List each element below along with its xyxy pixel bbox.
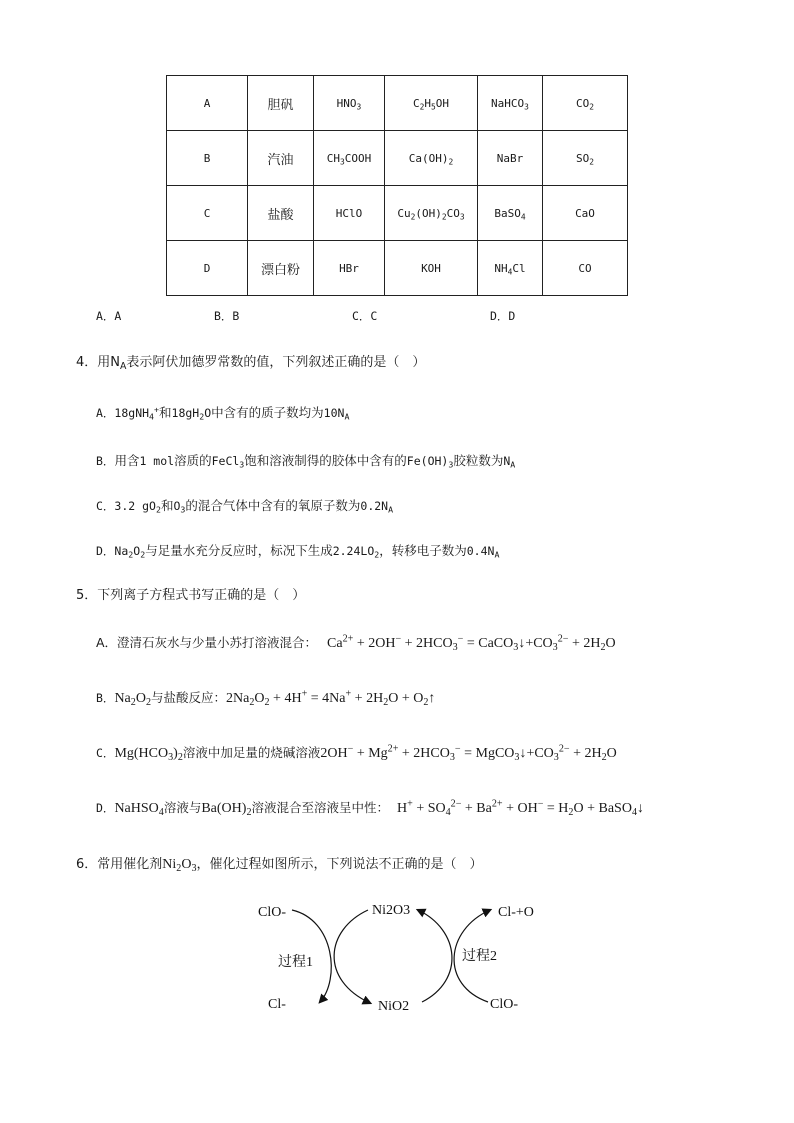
table-cell: $CH_3COOH$ [314,131,385,186]
label-process-2: 过程2 [462,949,497,964]
label-clo-left: ClO- [258,905,286,920]
table-cell: HBr [314,241,385,296]
table-cell: KOH [385,241,478,296]
table-cell: $C_2H_5OH$ [385,76,478,131]
q3-option-b: B．B [214,309,240,323]
label-cl-left: Cl- [268,997,286,1012]
table-cell: C [167,186,248,241]
table-cell: D [167,241,248,296]
q6-stem: 6．常用催化剂$Ni_2O_3$，催化过程如图所示，下列说法不正确的是（ ） [76,857,483,875]
arrow-ni2o3-to-nio2 [334,910,370,1003]
q4-stem: 4．用$N_A$表示阿伏加德罗常数的值，下列叙述正确的是（ ） [76,355,426,372]
q4-option-d: D．$Na_2O_2$与足量水充分反应时，标况下生成$2.24LO_2$，转移电子数为$0.4N_A$ [96,543,500,560]
arrow-nio2-to-ni2o3 [418,910,452,1002]
catalysis-diagram [240,890,540,1030]
table-cell: B [167,131,248,186]
table-cell: $HNO_3$ [314,76,385,131]
q4-option-a: A．18gNH$_4$+和$18gH_2O$中含有的质子数均为$10N_A$ [96,404,350,422]
q5-option-c: C．$Mg(HCO_3)_2$溶液中加足量的烧碱溶液$2OH^- + Mg^{2+} + 2HCO_3^-$ = $MgCO_3↓+CO_3^{2-} + 2H_2O$ [96,743,617,764]
q3-option-a: A．A [96,309,122,323]
q5-option-b: B．$Na_2O_2$与盐酸反应：$2Na_2O_2 + 4H^+ = 4Na^+ + 2H_2O$ + $O_2↑$ [96,688,436,709]
label-nio2: NiO2 [378,999,410,1014]
q5-a-text: A．澄清石灰水与少量小苏打溶液混合： [96,635,318,650]
table-cell: 漂白粉 [248,241,314,296]
table-cell: $Ca(OH)_2$ [385,131,478,186]
label-clo-right: ClO- [490,997,518,1012]
table-row [167,241,628,296]
label-process-1: 过程1 [278,955,313,970]
label-cl-o: Cl-+O [498,905,534,920]
table-cell: $SO_2$ [543,131,628,186]
q5-option-d: D．NaHSO$_4$溶液与$Ba(OH)_2$溶液混合至溶液呈中性： $H^+ + SO_4^{2-} + Ba^{2+} + OH^- = H_2O$ + BaSO$_4$↓ [96,798,644,819]
table-cell: HClO [314,186,385,241]
q5-option-a: A．澄清石灰水与少量小苏打溶液混合： $Ca^{2+} + 2OH^- + 2HCO_3^-$ = $CaCO_3↓+CO_3^{2-} + 2H_2O$ [96,633,616,654]
q3-option-c: C．C [352,309,378,323]
label-ni2o3: Ni2O3 [372,903,411,918]
table-cell: 盐酸 [248,186,314,241]
table-cell: $NH_4Cl$ [478,241,543,296]
q4-option-b: B．用含1 mol溶质的FeCl$_3$饱和溶液制得的胶体中含有的$Fe(OH)_3$胶粒数为$N_A$ [96,453,516,470]
q4-option-c: C．3.2 $gO_2$和$O_3$的混合气体中含有的氧原子数为$0.2N_A$ [96,498,394,515]
table-cell: $Cu_2(OH)_2CO_3$ [385,186,478,241]
table-cell: CaO [543,186,628,241]
table-row [167,131,628,186]
table-cell: 胆矾 [248,76,314,131]
table-cell: BaSO$_4$ [478,186,543,241]
table-cell: A [167,76,248,131]
table-row [167,76,628,131]
table-cell: 汽油 [248,131,314,186]
q3-option-d: D．D [490,309,516,323]
table-cell: NaBr [478,131,543,186]
classification-table [166,75,628,296]
table-cell: CO [543,241,628,296]
q5-stem: 5．下列离子方程式书写正确的是（ ） [76,588,306,603]
table-cell: NaHCO$_3$ [478,76,543,131]
table-cell: $CO_2$ [543,76,628,131]
table-row [167,186,628,241]
